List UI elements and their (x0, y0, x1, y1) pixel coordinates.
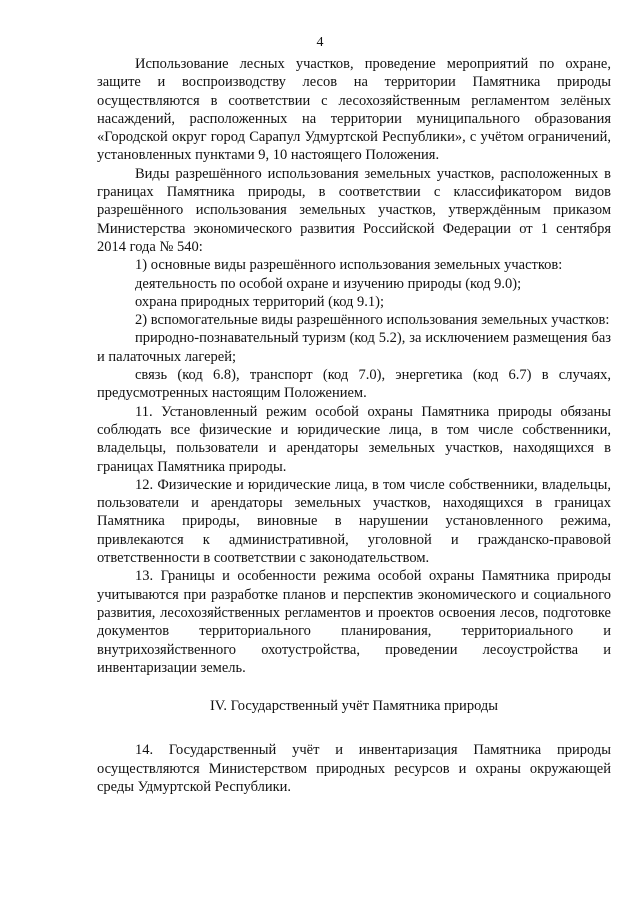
page-number: 4 (316, 35, 324, 50)
list-item-main-types: 1) основные виды разрешённого использования земельных участков: (135, 257, 563, 274)
list-item-codes-6-8-7-0-6-7: связь (код 6.8), транспорт (код 7.0), энергетика (код 6.7) в случаях, предусмотренных настоящим Положением. (97, 367, 611, 402)
list-item-code-5-2: природно-познавательный туризм (код 5.2), за исключением размещения баз и палаточных лагерей; (97, 330, 611, 365)
paragraph-land-use-types: Виды разрешённого использования земельных участков, расположенных в границах Памятника природы, в соответствии с классификатором видов разрешённого использования земельных участков, утверждённым приказом Министерства экономического развития Российской Федерации от 1 сентября 2014 года № 540: (97, 165, 611, 255)
paragraph-14: 14. Государственный учёт и инвентаризация Памятника природы осуществляются Министерством природных ресурсов и охраны окружающей среды Удмуртской Республики. (97, 742, 611, 795)
paragraph-13: 13. Границы и особенности режима особой охраны Памятника природы учитываются при разработке планов и перспектив экономического и социального развития, лесохозяйственных регламентов и проектов освоения лесов, подготовке документов территориального планирования, территориального и внутрихозяйственного охотустройства, проведении лесоустройства и инвентаризации земель. (97, 568, 611, 676)
paragraph-forest-use: Использование лесных участков, проведение мероприятий по охране, защите и воспроизводству лесов на территории Памятника природы осуществляются в соответствии с лесохозяйственным регламентом зелёных насаждений, расположенных на территории муниципального образования «Городской округ город Сарапул Удмуртской Республики», с учётом ограничений, установленных пунктами 9, 10 настоящего Положения. (97, 56, 611, 164)
document-body (97, 55, 611, 796)
section-heading: IV. Государственный учёт Памятника природы (209, 698, 499, 715)
list-item-code-9-1: охрана природных территорий (код 9.1); (135, 293, 385, 310)
list-item-code-9-0: деятельность по особой охране и изучению природы (код 9.0); (135, 275, 522, 292)
paragraph-12: 12. Физические и юридические лица, в том числе собственники, владельцы, пользователи и арендаторы земельных участков, находящихся в границах Памятника природы, виновные в нарушении установленного режима, привлекаются к административной, уголовной и гражданско-правовой ответственности в соответствии с законодательством. (97, 476, 611, 567)
list-item-auxiliary-types: 2) вспомогательные виды разрешённого использования земельных участков: (135, 312, 610, 329)
paragraph-11: 11. Установленный режим особой охраны Памятника природы обязаны соблюдать все физические и юридические лица, в том числе собственники, владельцы, пользователи и арендаторы земельных участков, находящихся в границах Памятника природы. (97, 403, 611, 475)
